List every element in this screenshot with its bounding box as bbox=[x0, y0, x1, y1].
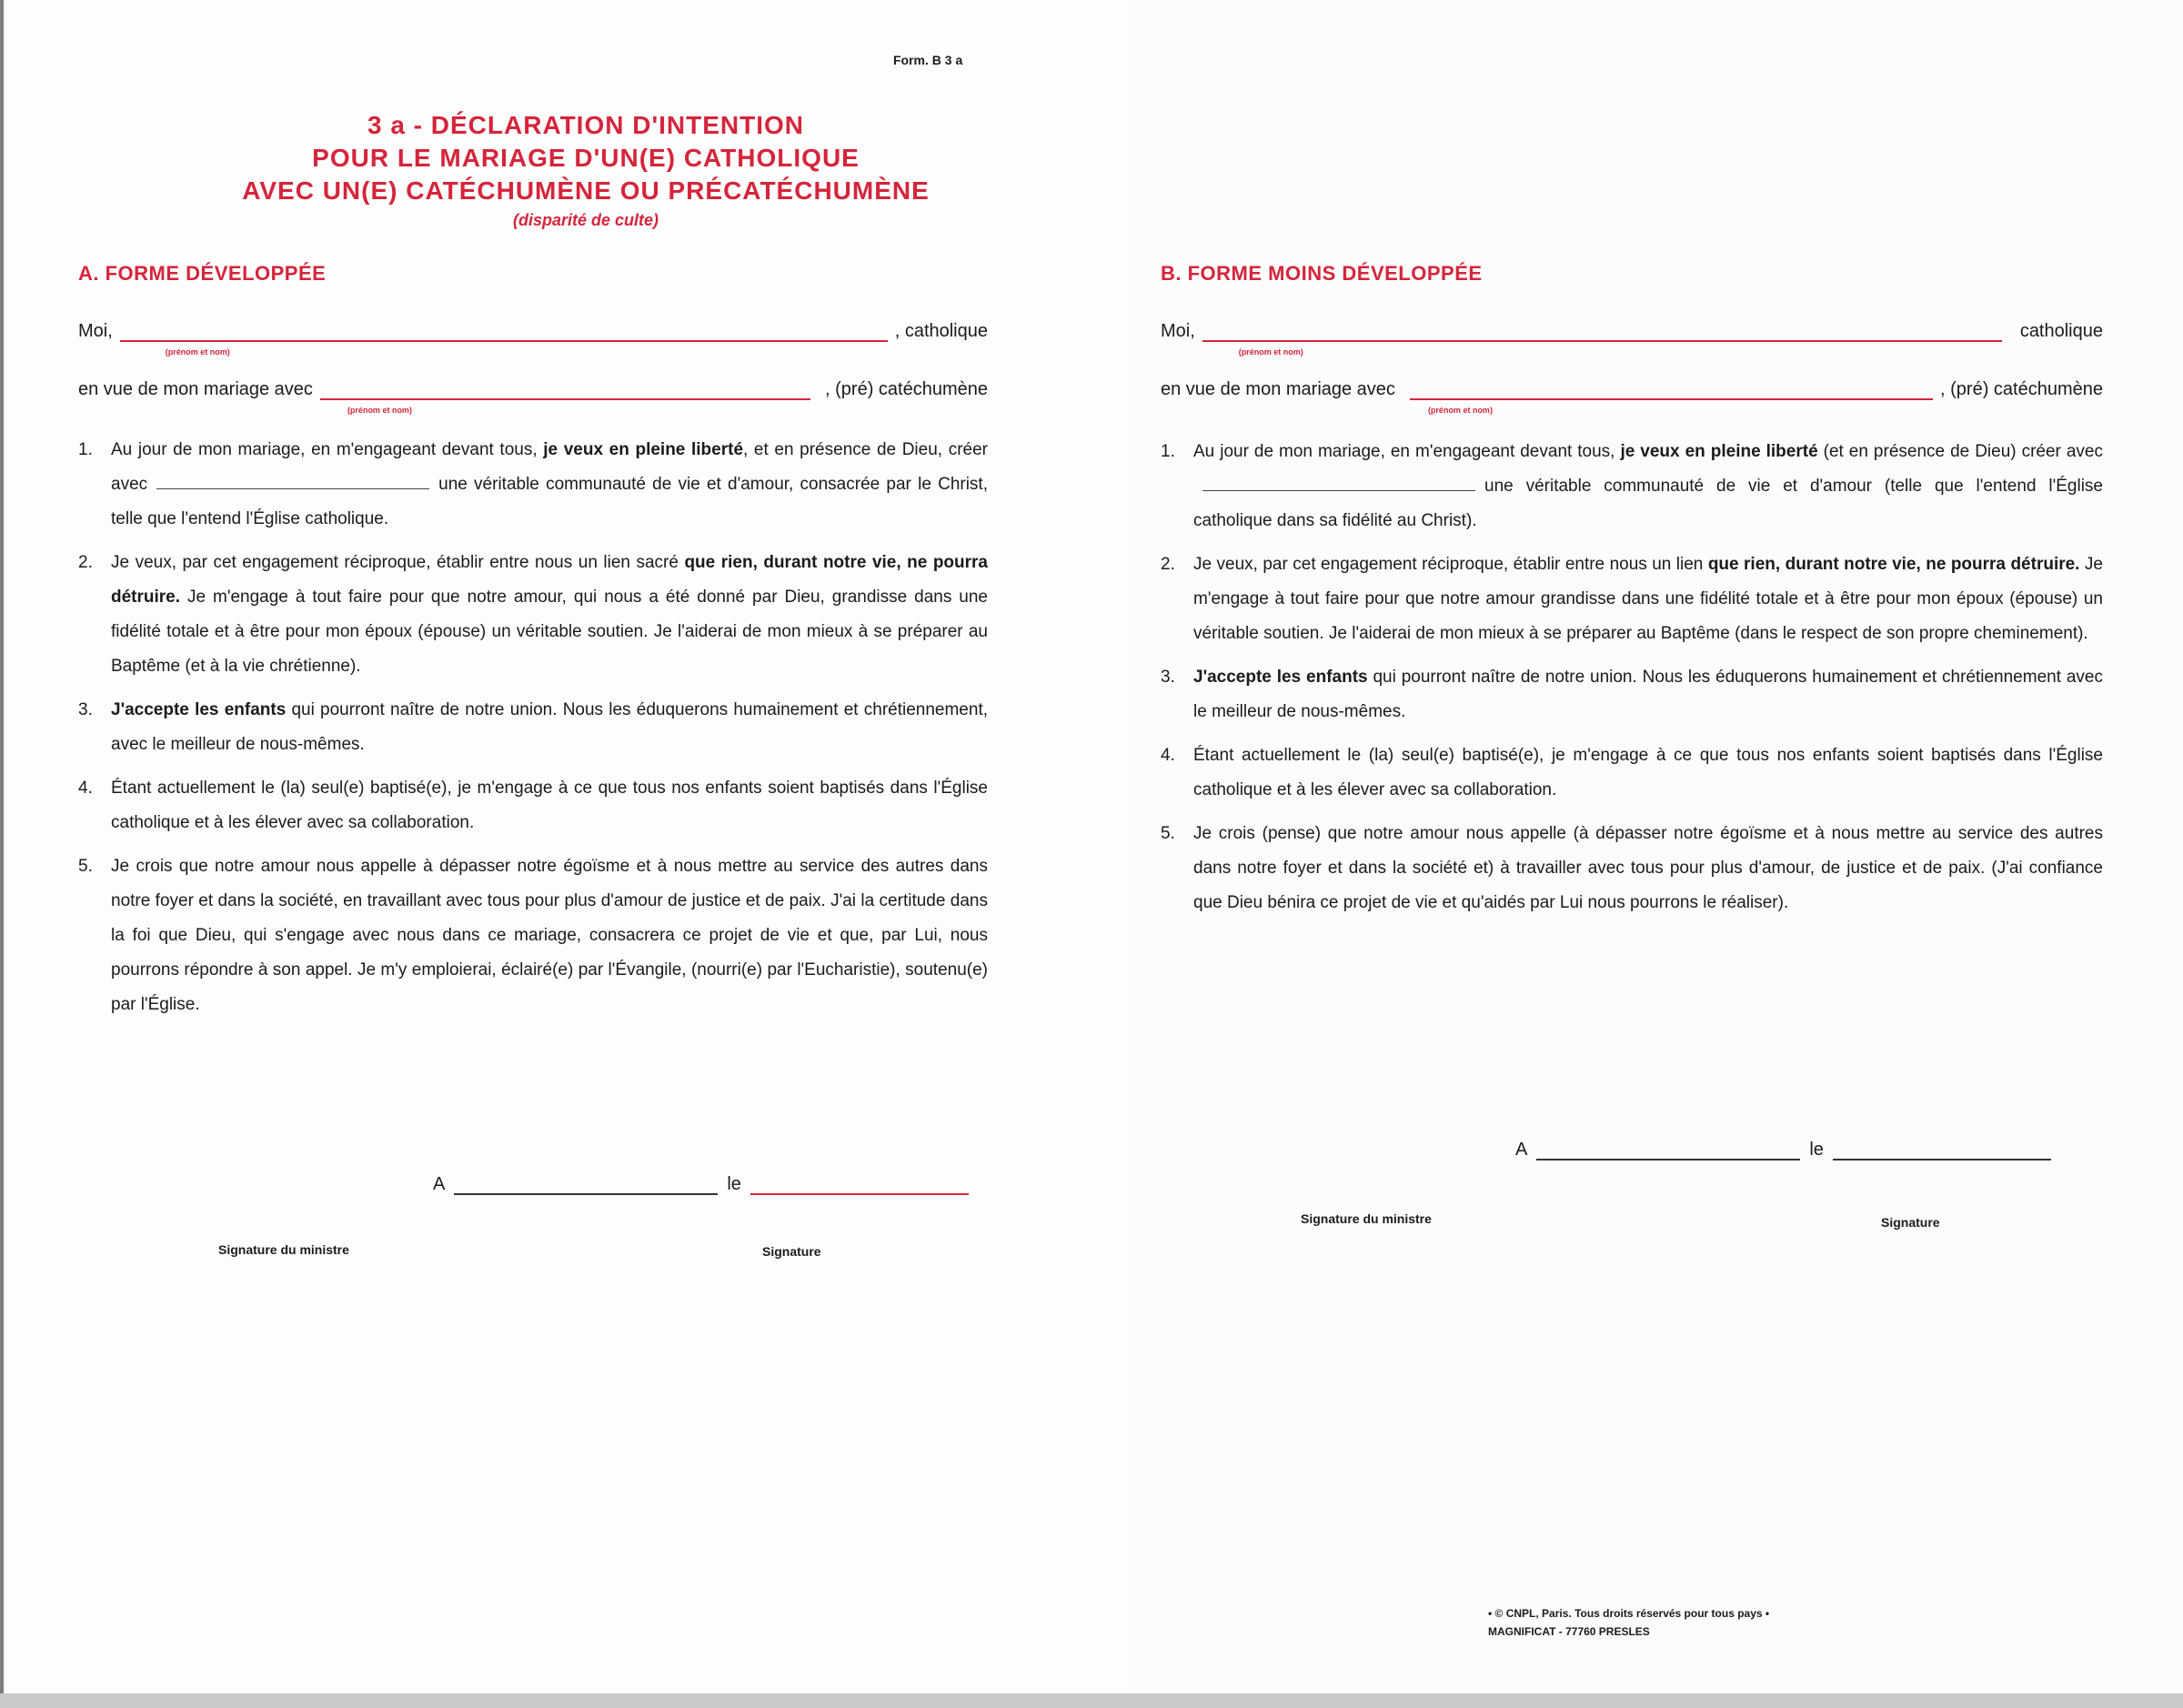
list-item: 5. Je crois (pense) que notre amour nous appelle (à dépasser notre égoïsme et à nous mettre au service des autres dans notre foyer et dans la société et) à travailler avec tous pour plus d'amour, de justice et de paix. (J'ai confiance que Dieu bénira ce projet de vie et qu'aidés par Lui nous pourrons le réaliser). bbox=[1161, 824, 2103, 912]
title-line-2: POUR LE MARIAGE D'UN(E) CATHOLIQUE bbox=[312, 144, 860, 172]
signature-label: Signature bbox=[1881, 1215, 1940, 1230]
partner-name-hint: (prénom et nom) bbox=[347, 406, 412, 415]
list-item: 2. Je veux, par cet engagement réciproque, établir entre nous un lien que rien, durant notre vie, ne pourra détruire. Je m'engage à tout faire pour que notre amour grandisse dans une fidélité totale et à être pour mon époux (épouse) un véritable soutien. Je l'aiderai de mon mieux à se préparer au Baptême (dans le respect de son propre cheminement). bbox=[1161, 555, 2103, 643]
marriage-row-b bbox=[1161, 378, 2103, 415]
section-heading-b: B. FORME MOINS DÉVELOPPÉE bbox=[1161, 262, 1483, 285]
partner-name-field[interactable] bbox=[1410, 378, 1933, 415]
catechumen-label: , (pré) catéchumène bbox=[1940, 379, 2103, 399]
catechumen-label: , (pré) catéchumène bbox=[825, 379, 988, 399]
place-field[interactable] bbox=[1536, 1139, 1800, 1160]
document-title bbox=[95, 109, 1077, 233]
name-hint: (prénom et nom) bbox=[1238, 347, 1303, 357]
place-date-row-a bbox=[433, 1173, 978, 1195]
partner-name-field[interactable] bbox=[320, 378, 810, 415]
form-code: Form. B 3 a bbox=[893, 53, 963, 67]
moi-row-a bbox=[78, 320, 988, 357]
marriage-label: en vue de mon mariage avec bbox=[1161, 379, 1395, 399]
commitment-list-a bbox=[78, 433, 988, 1022]
place-field[interactable] bbox=[454, 1173, 718, 1195]
commitment-list-b bbox=[1161, 435, 2103, 920]
moi-label: Moi, bbox=[78, 321, 113, 341]
moi-row-b bbox=[1161, 320, 2103, 357]
date-field[interactable] bbox=[750, 1173, 969, 1195]
catholic-label: , catholique bbox=[894, 321, 988, 341]
place-label: A bbox=[433, 1174, 446, 1194]
marriage-label: en vue de mon mariage avec bbox=[78, 379, 313, 399]
list-item: 1. Au jour de mon mariage, en m'engageant devant tous, je veux en pleine liberté, et en présence de Dieu, créer avec une véritable communauté de vie et d'amour, consacrée par le Christ, telle que l'entend l'Église catholique. bbox=[78, 440, 988, 528]
scan-bottom-edge bbox=[0, 1693, 2183, 1708]
date-field[interactable] bbox=[1833, 1139, 2051, 1160]
list-item: 5. Je crois que notre amour nous appelle à dépasser notre égoïsme et à nous mettre au service des autres dans notre foyer et dans la société, en travaillant avec tous pour plus d'amour de justice et de paix. J'ai la certitude dans la foi que Dieu, qui s'engage avec nous dans ce mariage, consacrera ce projet de vie et que, par Lui, nous pourrons répondre à son appel. Je m'y emploierai, éclairé(e) par l'Évangile, (nourri(e) par l'Eucharistie), soutenu(e) par l'Église. bbox=[78, 857, 988, 1014]
list-item: 1. Au jour de mon mariage, en m'engageant devant tous, je veux en pleine liberté (et en présence de Dieu) créer avecune véritable communauté de vie et d'amour (telle que l'entend l'Église catholique dans sa fidélité au Christ). bbox=[1161, 442, 2103, 530]
signature-label: Signature bbox=[762, 1244, 821, 1259]
copyright-line: • © CNPL, Paris. Tous droits réservés pour tous pays • bbox=[1488, 1607, 1770, 1620]
partner-field[interactable] bbox=[1202, 474, 1475, 491]
title-line-1: 3 a - DÉCLARATION D'INTENTION bbox=[367, 111, 805, 139]
partner-field[interactable] bbox=[156, 472, 429, 489]
date-label: le bbox=[727, 1174, 741, 1194]
name-field[interactable] bbox=[1202, 320, 2002, 357]
place-date-row-b bbox=[1515, 1139, 2060, 1160]
list-item: 2. Je veux, par cet engagement réciproque, établir entre nous un lien sacré que rien, durant notre vie, ne pourra détruire. Je m'engage à tout faire pour que notre amour, qui nous a été donné par Dieu, grandisse dans une fidélité totale et à être pour mon époux (épouse) un véritable soutien. Je l'aiderai de mon mieux à se préparer au Baptême (et à la vie chrétienne). bbox=[78, 553, 988, 676]
catholic-label: catholique bbox=[2019, 321, 2103, 341]
section-heading-a: A. FORME DÉVELOPPÉE bbox=[78, 262, 327, 285]
marriage-row-a bbox=[78, 378, 988, 415]
partner-name-hint: (prénom et nom) bbox=[1427, 406, 1493, 415]
date-label: le bbox=[1809, 1140, 1824, 1160]
title-subtitle: (disparité de culte) bbox=[512, 211, 659, 229]
place-label: A bbox=[1515, 1140, 1528, 1160]
name-field[interactable] bbox=[120, 320, 888, 357]
list-item: 3. J'accepte les enfants qui pourront naître de notre union. Nous les éduquerons humainement et chrétiennement, avec le meilleur de nous-mêmes. bbox=[78, 700, 988, 754]
name-hint: (prénom et nom) bbox=[165, 347, 230, 357]
right-page bbox=[1128, 0, 2183, 1693]
list-item: 4. Étant actuellement le (la) seul(e) baptisé(e), je m'engage à ce que tous nos enfants soient baptisés dans l'Église catholique et à les élever avec sa collaboration. bbox=[78, 779, 988, 832]
minister-signature-label: Signature du ministre bbox=[218, 1242, 349, 1257]
moi-label: Moi, bbox=[1161, 321, 1195, 341]
title-line-3: AVEC UN(E) CATÉCHUMÈNE OU PRÉCATÉCHUMÈNE bbox=[242, 176, 930, 205]
list-item: 3. J'accepte les enfants qui pourront naître de notre union. Nous les éduquerons humainement et chrétiennement avec le meilleur de nous-mêmes. bbox=[1161, 668, 2103, 721]
publisher-line: MAGNIFICAT - 77760 PRESLES bbox=[1488, 1625, 1650, 1638]
list-item: 4. Étant actuellement le (la) seul(e) baptisé(e), je m'engage à ce que tous nos enfants soient baptisés dans l'Église catholique et à les élever avec sa collaboration. bbox=[1161, 746, 2103, 799]
minister-signature-label: Signature du ministre bbox=[1301, 1211, 1432, 1226]
copyright-footer bbox=[1488, 1604, 1961, 1641]
